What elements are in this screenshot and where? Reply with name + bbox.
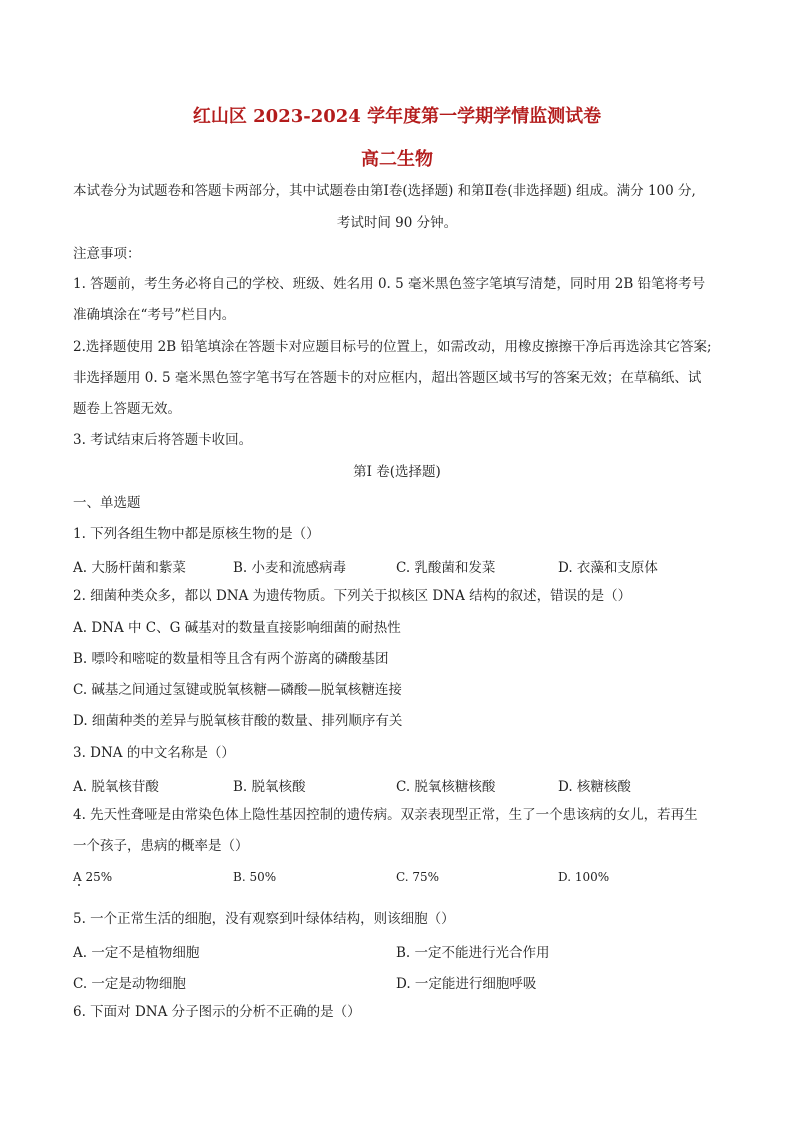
- note-1-line-2: 准确填涂在“考号”栏目内。: [73, 307, 236, 323]
- intro-line-1: 本试卷分为试题卷和答题卡两部分，其中试题卷由第Ⅰ卷(选择题) 和第Ⅱ卷(非选择题) 组成。满分 100 分,: [73, 183, 696, 199]
- question-3-stem: 3. DNA 的中文名称是（）: [73, 745, 235, 761]
- question-4-option-a: A 25%: [73, 870, 113, 884]
- exam-subtitle: 高二生物: [361, 149, 433, 170]
- exam-title: 红山区 2023-2024 学年度第一学期学情监测试卷: [192, 106, 602, 127]
- question-5-stem: 5. 一个正常生活的细胞，没有观察到叶绿体结构，则该细胞（）: [73, 911, 455, 927]
- question-2-option-b: B. 嘌呤和嘧啶的数量相等且含有两个游离的磷酸基团: [73, 651, 389, 667]
- notes-heading: 注意事项：: [73, 246, 141, 262]
- note-1-line-1: 1. 答题前，考生务必将自己的学校、班级、姓名用 0. 5 毫米黑色签字笔填写清楚，同时用 2B 铅笔将考号: [73, 276, 706, 292]
- question-1-option-a: A. 大肠杆菌和紫菜: [73, 560, 186, 576]
- question-2-stem: 2. 细菌种类众多，都以 DNA 为遗传物质。下列关于拟核区 DNA 结构的叙述，错误的是（）: [73, 588, 632, 604]
- question-6-stem: 6. 下面对 DNA 分子图示的分析不正确的是（）: [73, 1004, 361, 1020]
- note-2-line-3: 题卷上答题无效。: [73, 401, 181, 417]
- question-5-option-a: A. 一定不是植物细胞: [73, 945, 200, 961]
- section-title: 第Ⅰ 卷(选择题): [353, 464, 441, 480]
- question-4-option-d: D. 100%: [558, 870, 610, 884]
- note-2-line-1: 2.选择题使用 2B 铅笔填涂在答题卡对应题目标号的位置上，如需改动，用橡皮擦擦干净后再选涂其它答案;: [73, 339, 712, 355]
- question-1-option-b: B. 小麦和流感病毒: [233, 560, 347, 576]
- question-5-option-b: B. 一定不能进行光合作用: [396, 945, 550, 961]
- question-4-option-b: B. 50%: [233, 870, 277, 884]
- question-4-stem-line-1: 4. 先天性聋哑是由常染色体上隐性基因控制的遗传病。双亲表现型正常，生了一个患该病的女儿，若再生: [73, 807, 698, 823]
- note-3: 3. 考试结束后将答题卡收回。: [73, 432, 253, 448]
- question-1-option-c: C. 乳酸菌和发菜: [396, 560, 496, 576]
- question-1-stem: 1. 下列各组生物中都是原核生物的是（）: [73, 526, 320, 542]
- stray-mark: [78, 884, 80, 886]
- question-3-option-c: C. 脱氧核糖核酸: [396, 779, 496, 795]
- question-5-option-c: C. 一定是动物细胞: [73, 976, 186, 992]
- question-5-option-d: D. 一定能进行细胞呼吸: [396, 976, 537, 992]
- note-2-line-2: 非选择题用 0. 5 毫米黑色签字笔书写在答题卡的对应框内，超出答题区域书写的答案无效；在草稿纸、试: [73, 370, 702, 386]
- question-2-option-c: C. 碱基之间通过氢键或脱氧核糖—磷酸—脱氧核糖连接: [73, 682, 402, 698]
- question-4-option-c: C. 75%: [396, 870, 440, 884]
- part-heading: 一、单选题: [73, 495, 141, 511]
- question-3-option-d: D. 核糖核酸: [558, 779, 631, 795]
- question-1-option-d: D. 衣藻和支原体: [558, 560, 658, 576]
- intro-line-2: 考试时间 90 分钟。: [336, 215, 458, 231]
- question-2-option-d: D. 细菌种类的差异与脱氧核苷酸的数量、排列顺序有关: [73, 713, 403, 729]
- question-3-option-a: A. 脱氧核苷酸: [73, 779, 159, 795]
- question-4-stem-line-2: 一个孩子，患病的概率是（）: [73, 838, 249, 854]
- question-3-option-b: B. 脱氧核酸: [233, 779, 306, 795]
- question-2-option-a: A. DNA 中 C、G 碱基对的数量直接影响细菌的耐热性: [73, 620, 401, 636]
